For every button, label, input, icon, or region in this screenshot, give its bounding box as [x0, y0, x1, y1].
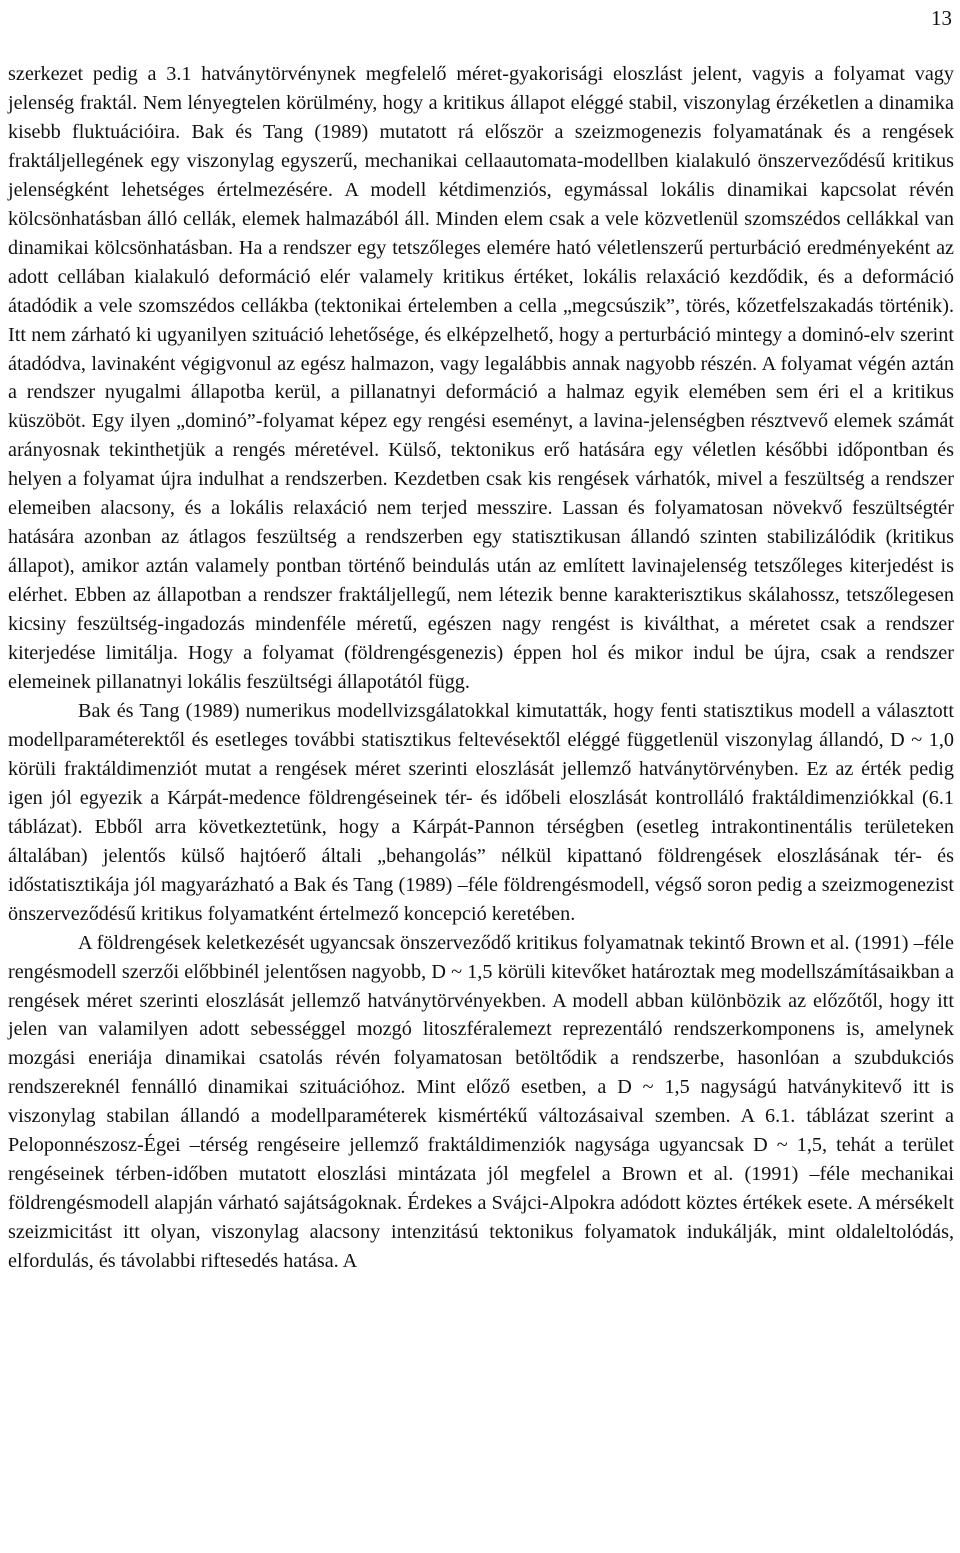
paragraph-2: Bak és Tang (1989) numerikus modellvizsgálatokkal kimutatták, hogy fenti statisztikus modell a választott modellparaméterektől és esetleges további statisztikus feltevésektől eléggé függetlenül viszonylag állandó, D ~ 1,0 körüli fraktáldimenziót mutat a rengések méret szerinti eloszlását jellemző hatványtörvényben. Ez az érték pedig igen jól egyezik a Kárpát-medence földrengéseinek tér- és időbeli eloszlását kontrolláló fraktáldimenziókkal (6.1 táblázat). Ebből arra következtetünk, hogy a Kárpát-Pannon térségben (esetleg intrakontinentális területeken általában) jelentős külső hajtóerő általi „behangolás” nélkül kipattanó földrengések eloszlásának tér- és időstatisztikája jól magyarázható a Bak és Tang (1989) –féle földrengésmodell, végső soron pedig a szeizmogenezist önszerveződésű kritikus folyamatként értelmező koncepció keretében.	[8, 699, 954, 925]
page-number: 13	[931, 6, 952, 30]
paragraph-1: szerkezet pedig a 3.1 hatványtörvénynek megfelelő méret-gyakorisági eloszlást jelent, vagyis a folyamat vagy jelenség fraktál. Nem lényegtelen körülmény, hogy a kritikus állapot eléggé stabil, viszonylag érzéketlen a dinamika kisebb fluktuációira. Bak és Tang (1989) mutatott rá először a szeizmogenezis folyamatának és a rengések fraktáljellegének egy viszonylag egyszerű, mechanikai cellaautomata-modellben kialakuló önszerveződésű kritikus jelenségként lehetséges értelmezésére. A modell kétdimenziós, egymással lokális dinamikai kapcsolat révén kölcsönhatásban álló cellák, elemek halmazából áll. Minden elem csak a vele közvetlenül szomszédos cellákkal van dinamikai kölcsönhatásban. Ha a rendszer egy tetszőleges elemére ható véletlenszerű perturbáció eredményeként az adott cellában kialakuló deformáció elér valamely kritikus értéket, lokális relaxáció kezdődik, és a deformáció átadódik a vele szomszédos cellákba (tektonikai értelemben a cella „megcsúszik”, törés, kőzetfelszakadás történik). Itt nem zárható ki ugyanilyen szituáció lehetősége, és elképzelhető, hogy a perturbáció mintegy a dominó-elv szerint átadódva, lavinaként végigvonul az egész halmazon, vagy legalábbis annak nagyobb részén. A folyamat végén aztán a rendszer nyugalmi állapotba kerül, a pillanatnyi deformáció a halmaz egyik elemében sem éri el a kritikus küszöböt. Egy ilyen „dominó”-folyamat képez egy rengési eseményt, a lavina-jelenségben résztvevő elemek számát arányosnak tekinthetjük a rengés méretével. Külső, tektonikus erő hatására egy véletlen későbbi időpontban és helyen a folyamat újra indulhat a rendszerben. Kezdetben csak kis rengések várhatók, mivel a feszültség a rendszer elemeiben alacsony, és a lokális relaxáció nem terjed messzire. Lassan és folyamatosan növekvő feszültségtér hatására azonban az átlagos feszültség a rendszerben egy statisztikusan állandó szinten stabilizálódik (kritikus állapot), amikor aztán valamely pontban történő beindulás után az említett lavinajelenség tetszőleges kiterjedést is elérhet. Ebben az állapotban a rendszer fraktáljellegű, nem létezik benne karakterisztikus skálahossz, tetszőlegesen kicsiny feszültség-ingadozás mindenféle méretű, egészen nagy rengést is kiválthat, a méretet csak a rendszer kiterjedése limitálja. Hogy a folyamat (földrengésgenezis) éppen hol és mikor indul be újra, csak a rendszer elemeinek pillanatnyi lokális feszültségi állapotától függ.	[8, 63, 954, 694]
page-body	[8, 60, 954, 1276]
paragraph-3: A földrengések keletkezését ugyancsak önszerveződő kritikus folyamatnak tekintő Brown et al. (1991) –féle rengésmodell szerzői előbbinél jelentősen nagyobb, D ~ 1,5 körüli kitevőket határoztak meg modellszámításaikban a rengések méret szerinti eloszlását jellemző hatványtörvényekben. A modell abban különbözik az előzőtől, hogy itt jelen van valamilyen adott sebességgel mozgó litoszféralemezt reprezentáló rendszerkomponens is, amelynek mozgási eneriája dinamikai csatolás révén folyamatosan betöltődik a rendszerbe, hasonlóan a szubdukciós rendszereknél fennálló dinamikai szituációhoz. Mint előző esetben, a D ~ 1,5 nagyságú hatványkitevő itt is viszonylag stabilan állandó a modellparaméterek kismértékű változásaival szemben. A 6.1. táblázat szerint a Peloponnészosz-Égei –térség rengéseire jellemző fraktáldimenziók nagysága ugyancsak D ~ 1,5, tehát a terület rengéseinek térben-időben mutatott eloszlási mintázata jól megfelel a Brown et al. (1991) –féle mechanikai földrengésmodell alapján várható sajátságoknak. Érdekes a Svájci-Alpokra adódott köztes értékek esete. A mérsékelt szeizmicitást itt olyan, viszonylag alacsony intenzitású tektonikus folyamatok indukálják, mint oldaleltolódás, elfordulás, és távolabbi riftesedés hatása. A	[8, 931, 954, 1273]
